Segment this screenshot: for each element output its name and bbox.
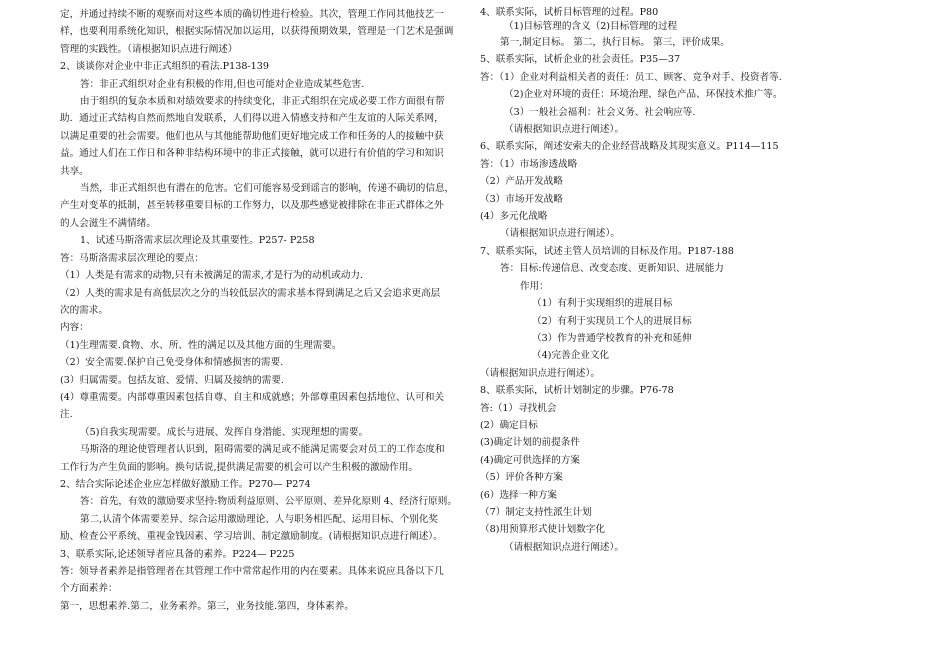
list-item: （3）市场开发战略: [480, 193, 563, 205]
text-line: 的人会滋生不满情绪。: [60, 217, 156, 229]
answer-line: 答：首先，有效的激励要求坚持:物质利益原则、公平原则、差异化原则 4、经济行原则。: [80, 496, 457, 508]
list-item: （1）有利于实现组织的进展目标: [532, 298, 673, 310]
answer-line: 答：马斯洛需求层次理论的要点：: [60, 252, 204, 264]
list-item: (4)确定可供选择的方案: [480, 454, 580, 466]
text-line: 益。通过人们在工作日和各种非结构环境中的非正式接触，就可以进行有价值的学习和知识: [60, 148, 444, 160]
note-line: （请根据知识点进行阐述）。: [480, 367, 600, 379]
question-heading: 4、联系实际，试析目标管理的过程。P80: [480, 7, 659, 18]
text-line: 以满足重要的社会需要。他们也从与其他能帮助他们更好地完成工作和任务的人的接触中获: [60, 130, 444, 142]
list-item: （2）有利于实现员工个人的进展目标: [532, 315, 692, 327]
text-line: 助．通过正式结构自然而然地自发联系，人们得以进入情感支持和产生友谊的人际关系网，: [60, 113, 444, 125]
text-line: 个方面素养：: [60, 583, 118, 595]
text-line: 第二,认清个体需要差异、综合运用激励理论、人与职务相匹配、运用目标、个别化奖: [80, 513, 439, 525]
list-item: (6）选择一种方案: [480, 489, 558, 501]
list-item: （1)生理需要.食物、水、所、性的满足以及其他方面的生理需要。: [60, 339, 342, 351]
text-line: 注.: [60, 409, 73, 421]
list-item: （3）作为普通学校教育的补充和延伸: [532, 332, 692, 344]
list-item: （7）制定支持性派生计划: [480, 506, 592, 518]
list-item: (3)确定计划的前提条件: [480, 437, 580, 449]
right-column: [480, 6, 810, 556]
section-label: 作用：: [520, 280, 549, 292]
text-line: 马斯洛的理论使管理者认识到，阻碍需要的满足或不能满足需要会对员工的工作态度和: [80, 444, 445, 456]
text-line: 定，并通过持续不断的观察而对这些本质的确切性进行检验。其次，管理工作同其他技艺一: [60, 9, 444, 20]
text-line: 当然，非正式组织也有潜在的危害。它们可能容易受到谣言的影响，传递不确切的信息，: [80, 183, 455, 195]
question-heading: 2、谈谈你对企业中非正式组织的看法.P138-139: [60, 61, 269, 73]
text-line: 共享。: [60, 165, 89, 177]
text-line: 由于组织的复杂本质和对绩效要求的持续变化，非正式组织在完成必要工作方面很有帮: [80, 96, 445, 108]
answer-line: 答：（1）企业对利益相关者的责任：员工、顾客、竞争对手、投资者等.: [480, 71, 782, 83]
question-heading: 8、联系实际，试析计划制定的步骤。P76-78: [480, 385, 674, 397]
list-item: （2）人类的需求是有高低层次之分的当较低层次的需求基本得到满足之后又会追求更高层: [60, 287, 441, 299]
list-item: 答：（1）市场渗透战略: [480, 158, 578, 170]
question-heading: 6、联系实际，阐述安索夫的企业经营战略及其现实意义。P114—115: [480, 141, 779, 153]
left-column: [60, 6, 470, 615]
text-line: 第一,制定目标。 第二，执行目标。 第三，评价成果。: [500, 37, 730, 48]
text-line: 产生对变革的抵制，甚至转移重要目标的工作努力，以及那些感觉被排除在非正式群体之外: [60, 200, 444, 212]
section-label: 内容：: [60, 322, 89, 334]
list-item: （2）产品开发战略: [480, 176, 563, 188]
note-line: （请根据知识点进行阐述）。: [504, 124, 624, 136]
text-line: 第一，思想素养.第二，业务素养。第三，业务技能.第四，身体素养。: [60, 600, 354, 612]
note-line: （请根据知识点进行阐述）。: [500, 228, 620, 240]
text-line: 管理的实践性。（请根据知识点进行阐述）: [60, 43, 238, 55]
text-line: 次的需求。: [60, 304, 108, 316]
list-item: （3）一般社会福利：社会义务、社会响应等.: [504, 106, 696, 118]
answer-line: 答：非正式组织对企业有积极的作用,但也可能对企业造成某些危害.: [80, 78, 365, 90]
question-heading: 1、试述马斯洛需求层次理论及其重要性。P257- P258: [80, 235, 315, 247]
text-line: （1)目标管理的含义（2)目标管理的过程: [504, 21, 678, 32]
question-heading: 5、联系实际，试析企业的社会责任。P35—37: [480, 54, 681, 66]
list-item: （2）安全需要.保护自己免受身体和情感损害的需要.: [60, 357, 284, 369]
text-line: 样，也要利用系统化知识，根据实际情况加以运用，以获得预期效果，管理是一门艺术是强调: [60, 26, 454, 38]
list-item: （8)用预算形式使计划数字化: [480, 524, 605, 536]
list-item: （5）评价各种方案: [480, 472, 563, 484]
list-item: （2)企业对环境的责任：环境治理、绿色产品、环保技术推广等。: [504, 89, 783, 101]
text-line: 励、检查公平系统、重视金钱因素、学习培训、制定激励制度。(请根据知识点进行阐述）。: [60, 531, 443, 543]
answer-line: 答：目标:传递信息、改变态度、更新知识、进展能力: [500, 263, 724, 275]
note-line: （请根据知识点进行阐述）。: [504, 541, 624, 553]
answer-line: 答：领导者素养是指管理者在其管理工作中常常起作用的内在要素。具体来说应具备以下几: [60, 566, 444, 577]
question-heading: 2、结合实际论述企业应怎样做好激励工作。P270— P274: [60, 478, 311, 490]
list-item: (2）确定目标: [480, 419, 538, 431]
text-line: 工作行为产生负面的影响。换句话说,提供满足需要的机会可以产生积极的激励作用。: [60, 461, 419, 473]
question-heading: 3、联系实际,论述领导者应具备的素养。P224— P225: [60, 548, 295, 560]
list-item: （5)自我实现需要。成长与进展、发挥自身潜能、实现理想的需要。: [80, 426, 369, 438]
list-item: (4）多元化战略: [480, 211, 548, 223]
list-item: (4）尊重需要。内部尊重因素包括自尊、自主和成就感；外部尊重因素包括地位、认可和关: [60, 391, 445, 403]
list-item: 答:（1）寻找机会: [480, 402, 557, 414]
list-item: （1）人类是有需求的动物,只有未被满足的需求,才是行为的动机或动力.: [60, 270, 364, 282]
list-item: （4)完善企业文化: [532, 350, 610, 362]
list-item: (3）归属需要。包括友谊、爱情、归属及接纳的需要.: [60, 374, 284, 386]
question-heading: 7、联系实际，试述主管人员培训的目标及作用。P187-188: [480, 245, 734, 257]
